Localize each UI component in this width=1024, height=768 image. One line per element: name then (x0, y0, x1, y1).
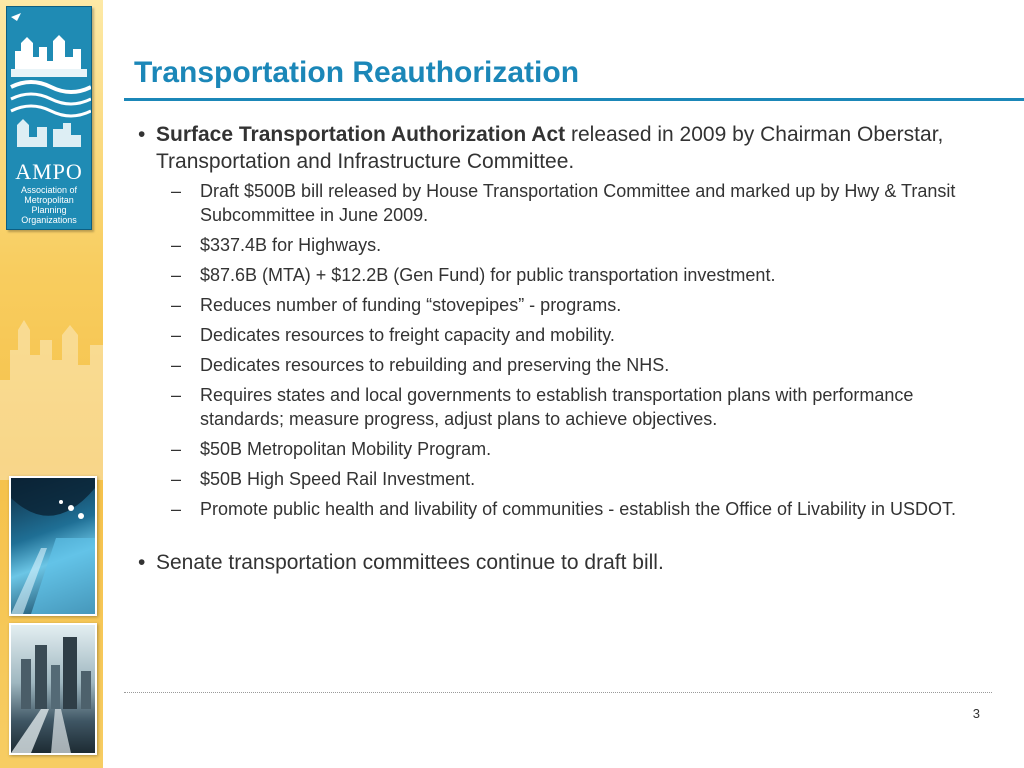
dash-marker: – (171, 385, 182, 405)
bullet-marker: • (138, 123, 146, 146)
bullet-bold-text: Surface Transportation Authorization Act (156, 123, 566, 146)
sub-bullet (138, 233, 998, 257)
sub-bullet-text: Promote public health and livability of communities - establish the Office of Livability in USDOT. (200, 499, 957, 519)
main-bullet (138, 121, 998, 175)
sub-bullet-text: Dedicates resources to freight capacity and mobility. (200, 325, 615, 345)
page-number: 3 (972, 706, 980, 721)
dash-marker: – (171, 325, 182, 345)
dash-marker: – (171, 499, 182, 519)
dash-marker: – (171, 235, 182, 255)
bullet-text: Senate transportation committees continue to draft bill. (156, 551, 664, 574)
sub-bullet-text: Reduces number of funding “stovepipes” - programs. (200, 295, 622, 315)
sub-bullet (138, 323, 998, 347)
sub-bullet (138, 467, 998, 491)
logo-subtitle: Association of Metropolitan Planning Organizations (20, 185, 78, 225)
sidebar-panel (0, 0, 103, 768)
sub-bullet-text: Requires states and local governments to establish transportation plans with performance standards; measure progress, adjust plans to achieve objectives. (200, 385, 914, 429)
sub-bullet (138, 383, 998, 431)
ampo-logo (6, 6, 92, 230)
sub-bullet (138, 179, 998, 227)
dash-marker: – (171, 355, 182, 375)
dash-marker: – (171, 469, 182, 489)
skyline-decoration (0, 260, 103, 480)
title-divider (124, 98, 1024, 101)
sub-bullet-text: $337.4B for Highways. (200, 235, 382, 255)
dash-marker: – (171, 295, 182, 315)
dash-marker: – (171, 439, 182, 459)
sub-bullet (138, 353, 998, 377)
footer-divider (124, 692, 992, 693)
sub-bullet-list (138, 179, 998, 521)
sub-bullet-text: $50B Metropolitan Mobility Program. (200, 439, 492, 459)
sub-bullet-text: Dedicates resources to rebuilding and preserving the NHS. (200, 355, 670, 375)
subway-photo (9, 476, 97, 616)
bullet-marker: • (138, 551, 146, 574)
dash-marker: – (171, 265, 182, 285)
sub-bullet-text: Draft $500B bill released by House Transportation Committee and marked up by Hwy & Transit Subcommittee in June 2009. (200, 181, 956, 225)
sub-bullet-text: $87.6B (MTA) + $12.2B (Gen Fund) for public transportation investment. (200, 265, 776, 285)
city-photo (9, 623, 97, 755)
sub-bullet (138, 293, 998, 317)
sub-bullet (138, 437, 998, 461)
secondary-bullet (138, 549, 998, 576)
dash-marker: – (171, 181, 182, 201)
bullet-text: released in 2009 by Chairman Oberstar, Transportation and Infrastructure Committee. (156, 123, 944, 173)
sub-bullet (138, 497, 998, 521)
slide-title: Transportation Reauthorization (134, 56, 580, 89)
slide-content (138, 121, 998, 576)
sub-bullet-text: $50B High Speed Rail Investment. (200, 469, 476, 489)
sub-bullet (138, 263, 998, 287)
logo-title: AMPO (15, 159, 83, 184)
